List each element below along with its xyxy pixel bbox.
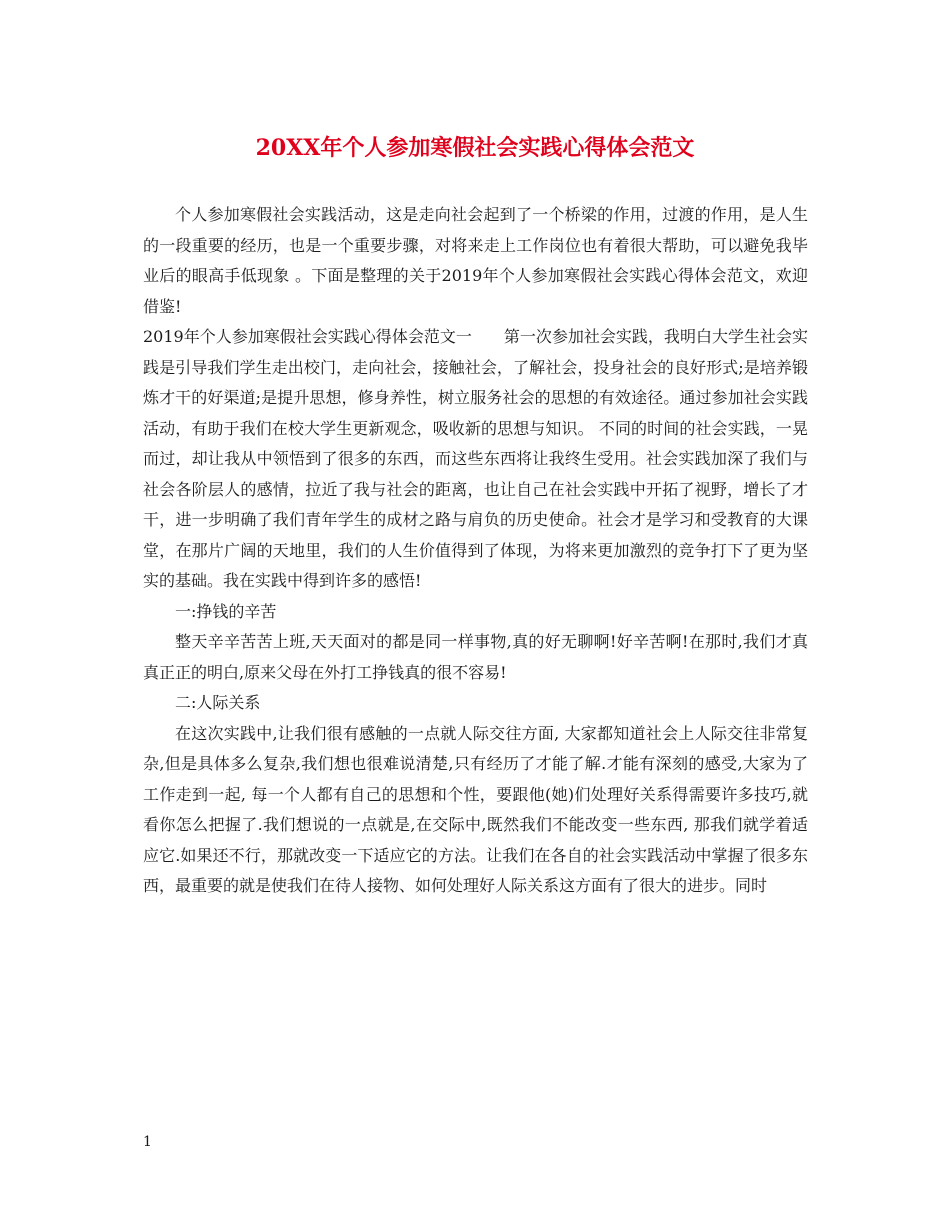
section-heading-relations: 二:人际关系 (175, 693, 261, 712)
document-title: 20XX年个人参加寒假社会实践心得体会范文 (255, 135, 695, 161)
paragraph-earning: 整天辛辛苦苦上班,天天面对的都是同一样事物,真的好无聊啊!好辛苦啊!在那时,我们才真真正正的明白,原来父母在外打工挣钱真的很不容易! (143, 632, 808, 682)
page-number: 1 (143, 1134, 152, 1150)
document-body (143, 200, 808, 902)
paragraph-relations: 在这次实践中,让我们很有感触的一点就人际交往方面, 大家都知道社会上人际交往非常复杂,但是具体多么复杂,我们想也很难说清楚,只有经历了才能了解.才能有深刻的感受,大家为了工作走到一起, 每一个人都有自己的思想和个性，要跟他(她)们处理好关系得需要许多技巧,就看你怎么把握了.我们想说的一点就是,在交际中,既然我们不能改变一些东西, 那我们就学着适应它.如果还不行，那就改变一下适应它的方法。让我们在各自的社会实践活动中掌握了很多东西，最重要的就是使我们在待人接物、如何处理好人际关系这方面有了很大的进步。同时 (143, 723, 808, 895)
paragraph-essay-one: 2019年个人参加寒假社会实践心得体会范文一 第一次参加社会实践，我明白大学生社会实践是引导我们学生走出校门，走向社会，接触社会，了解社会，投身社会的良好形式;是培养锻炼才干的好渠道;是提升思想，修身养性，树立服务社会的思想的有效途径。通过参加社会实践活动，有助于我们在校大学生更新观念，吸收新的思想与知识。 不同的时间的社会实践，一晃而过，却让我从中领悟到了很多的东西，而这些东西将让我终生受用。社会实践加深了我们与社会各阶层人的感情，拉近了我与社会的距离，也让自己在社会实践中开拓了视野，增长了才干，进一步明确了我们青年学生的成材之路与肩负的历史使命。社会才是学习和受教育的大课堂，在那片广阔的天地里，我们的人生价值得到了体现，为将来更加激烈的竞争打下了更为坚实的基础。我在实践中得到许多的感悟! (143, 327, 808, 590)
paragraph-intro: 个人参加寒假社会实践活动，这是走向社会起到了一个桥梁的作用，过渡的作用，是人生的一段重要的经历，也是一个重要步骤，对将来走上工作岗位也有着很大帮助，可以避免我毕业后的眼高手低现象 。下面是整理的关于2019年个人参加寒假社会实践心得体会范文，欢迎借鉴! (143, 205, 808, 316)
section-heading-earning: 一:挣钱的辛苦 (175, 601, 277, 621)
